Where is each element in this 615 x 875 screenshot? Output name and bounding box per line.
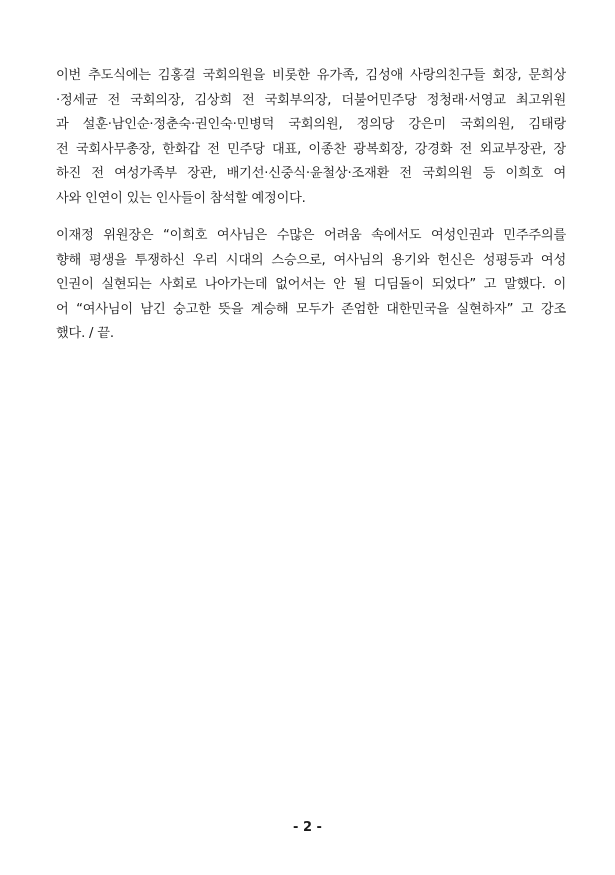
text-line: 사와 인연이 있는 인사들이 참석할 예정이다. — [56, 190, 306, 206]
text-line: 이번 추도식에는 김홍걸 국회의원을 비롯한 유가족, 김성애 사랑의친구들 회장, 문희상 — [56, 68, 566, 83]
text-line: 이재정 위원장은 “이희호 여사님은 수많은 어려움 속에서도 여성인권과 민주주의를 — [56, 228, 566, 243]
paragraph-chair-remarks — [56, 224, 566, 347]
paragraph-attendees — [56, 64, 566, 211]
text-line: 과 설훈·남인순·정춘숙·권인숙·민병덕 국회의원, 정의당 강은미 국회의원, 김태랑 — [56, 117, 566, 132]
text-line: 했다. / 끝. — [56, 326, 114, 341]
text-line: 인권이 실현되는 사회로 나아가는데 없어서는 안 될 디딤돌이 되었다” 고 말했다. 이 — [56, 277, 566, 292]
text-line: 하진 전 여성가족부 장관, 배기선·신중식·윤철상·조재환 전 국회의원 등 이희호 여 — [56, 166, 566, 181]
text-line: ·정세균 전 국회의장, 김상희 전 국회부의장, 더불어민주당 정청래·서영교 최고위원 — [56, 92, 566, 108]
text-line: 전 국회사무총장, 한화갑 전 민주당 대표, 이종찬 광복회장, 강경화 전 외교부장관, 장 — [56, 141, 566, 157]
page-number: - 2 - — [293, 820, 322, 835]
text-line: 어 “여사님이 남긴 숭고한 뜻을 계승해 모두가 존엄한 대한민국을 실현하자” 고 강조 — [56, 301, 566, 317]
text-line: 향해 평생을 투쟁하신 우리 시대의 스승으로, 여사님의 용기와 헌신은 성평등과 여성 — [56, 252, 566, 268]
